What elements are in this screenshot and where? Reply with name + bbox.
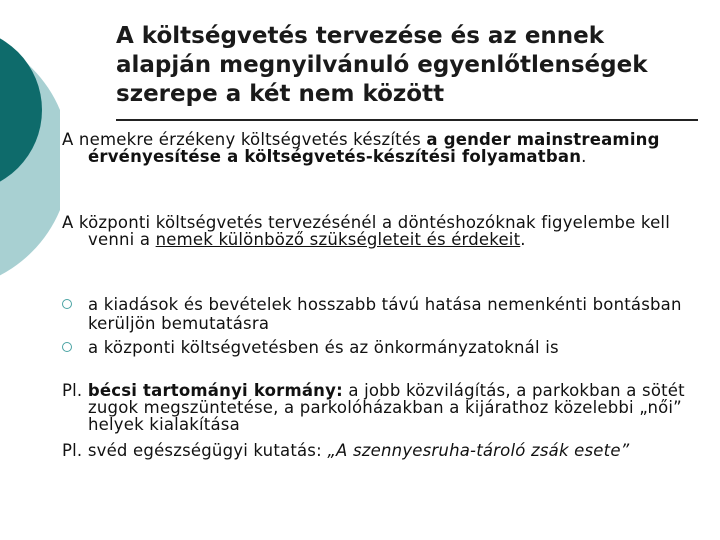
decorative-circles [0,0,60,300]
paragraph-central-budget [62,214,708,248]
p2-end: . [520,230,526,249]
bullet-text: a kiadások és bevételek hosszabb távú hatása nemenkénti bontásban kerüljön bemutatásra [88,295,682,333]
paragraph-swedish-example [62,442,708,459]
paragraph-gender-budgeting [62,131,708,165]
p2-underlined-text: nemek különböző szükségleteit és érdekeit [155,230,521,249]
p2-text: A központi költségvetés tervezésénél a döntéshozóknak figyelembe kell venni a [62,213,670,249]
bullet-circle-icon [62,342,72,352]
p4-prefix: Pl. svéd egészségügyi kutatás: [62,441,328,460]
p3-prefix: Pl. [62,381,88,400]
bullet-circle-icon [62,299,72,309]
p1-text: A nemekre érzékeny költségvetés készítés [62,130,427,149]
p3-bold-text: bécsi tartományi kormány: [87,381,343,400]
paragraph-vienna-example [62,382,708,433]
p1-end: . [581,147,587,166]
bullet-item [62,338,682,357]
title-divider [116,119,698,121]
p1-bold-text: a gender mainstreaming érvényesítése a költségvetés-készítési folyamatban [88,130,660,166]
slide-title: A költségvetés tervezése és az ennek alapján megnyilvánuló egyenlőtlenségek szerepe a két nem között [116,23,648,107]
bullet-item [62,295,682,333]
bullet-text: a központi költségvetésben és az önkormányzatoknál is [88,338,559,357]
p4-italic-text: „A szennyesruha-tároló zsák esete” [327,441,630,460]
p3-text: a jobb közvilágítás, a parkokban a sötét zugok megszüntetése, a parkolóházakban a kijárathoz közelebbi „női” helyek kialakítása [88,381,685,434]
